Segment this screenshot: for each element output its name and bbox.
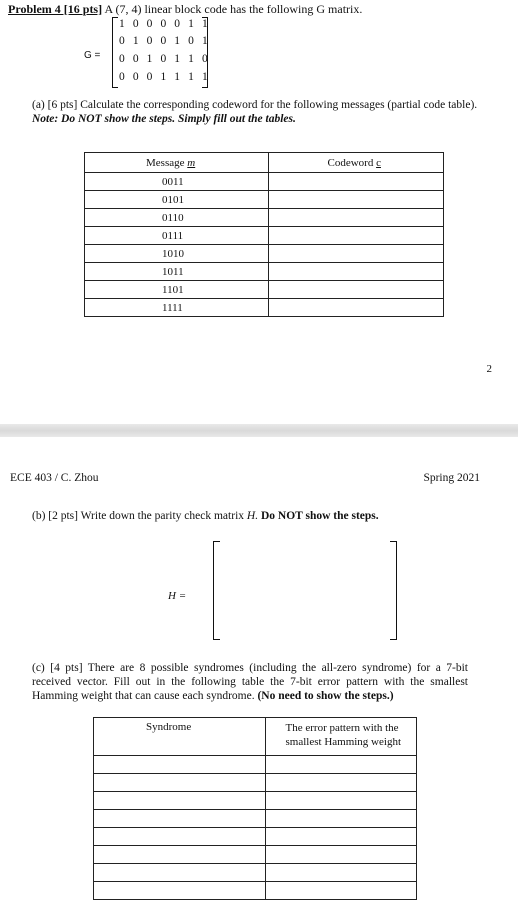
table-row bbox=[85, 299, 444, 317]
part-b-lead: (b) [2 pts] Write down the parity check matrix bbox=[32, 510, 245, 522]
table-row bbox=[85, 263, 444, 281]
codeword-cell[interactable] bbox=[268, 263, 444, 281]
codeword-cell[interactable] bbox=[268, 191, 444, 209]
table-row bbox=[85, 191, 444, 209]
problem-title bbox=[8, 2, 362, 17]
table-row bbox=[85, 245, 444, 263]
problem-label: Problem 4 [16 pts] bbox=[8, 2, 103, 16]
table-row bbox=[85, 281, 444, 299]
message-cell: 1111 bbox=[85, 299, 269, 317]
error-pattern-header: The error pattern with the smallest Hamming weight bbox=[265, 718, 416, 756]
h-matrix-left-bracket bbox=[213, 541, 220, 640]
problem-statement: A (7, 4) linear block code has the following G matrix. bbox=[102, 2, 363, 16]
table-row bbox=[94, 810, 417, 828]
message-cell: 0111 bbox=[85, 227, 269, 245]
h-matrix-right-bracket bbox=[390, 541, 397, 640]
part-c-lead: (c) [4 pts] There are 8 possible syndromes (including the all-zero syndrome) for a 7-bit received vector. Fill out in the following table the 7-bit error pattern with the smallest Hamming weight that can cause each syndrome. bbox=[32, 662, 468, 702]
codeword-cell[interactable] bbox=[268, 173, 444, 191]
message-cell: 1010 bbox=[85, 245, 269, 263]
part-b-var: H. bbox=[246, 510, 259, 522]
part-a-lead: (a) [6 pts] Calculate the corresponding codeword for the following messages (partial code table). bbox=[32, 99, 478, 111]
table-row bbox=[94, 774, 417, 792]
part-b-note: Do NOT show the steps. bbox=[260, 510, 379, 522]
table-row bbox=[94, 882, 417, 900]
codeword-cell[interactable] bbox=[268, 245, 444, 263]
course-header: ECE 403 / C. Zhou bbox=[10, 472, 99, 484]
codeword-cell[interactable] bbox=[268, 227, 444, 245]
syndrome-cell[interactable] bbox=[94, 882, 266, 900]
error-pattern-cell[interactable] bbox=[265, 774, 416, 792]
part-a-instructions bbox=[32, 98, 482, 126]
codeword-table-header bbox=[85, 153, 444, 173]
part-b-instructions bbox=[32, 509, 472, 523]
syndrome-table bbox=[93, 717, 417, 900]
table-row bbox=[85, 227, 444, 245]
part-a-note: Note: Do NOT show the steps. Simply fill out the tables. bbox=[32, 113, 296, 125]
term-header: Spring 2021 bbox=[423, 472, 480, 484]
table-row bbox=[94, 864, 417, 882]
syndrome-cell[interactable] bbox=[94, 828, 266, 846]
table-row bbox=[94, 792, 417, 810]
syndrome-cell[interactable] bbox=[94, 792, 266, 810]
error-pattern-cell[interactable] bbox=[265, 828, 416, 846]
codeword-cell[interactable] bbox=[268, 281, 444, 299]
g-matrix-row: 1 0 0 0 0 1 1 bbox=[119, 18, 211, 30]
message-cell: 0110 bbox=[85, 209, 269, 227]
syndrome-cell[interactable] bbox=[94, 810, 266, 828]
part-c-instructions bbox=[32, 661, 468, 703]
codeword-header: Codeword c bbox=[268, 153, 444, 173]
syndrome-cell[interactable] bbox=[94, 756, 266, 774]
syndrome-header: Syndrome bbox=[94, 718, 266, 756]
table-row bbox=[94, 828, 417, 846]
syndrome-cell[interactable] bbox=[94, 864, 266, 882]
error-pattern-cell[interactable] bbox=[265, 864, 416, 882]
codeword-table bbox=[84, 152, 444, 317]
table-row bbox=[85, 173, 444, 191]
g-matrix-row: 0 0 0 1 1 1 1 bbox=[119, 71, 211, 83]
page-2 bbox=[0, 437, 518, 913]
page-1 bbox=[0, 0, 518, 424]
message-header: Message m bbox=[85, 153, 269, 173]
table-row bbox=[85, 209, 444, 227]
message-cell: 1011 bbox=[85, 263, 269, 281]
page-separator bbox=[0, 424, 518, 437]
error-pattern-cell[interactable] bbox=[265, 882, 416, 900]
error-pattern-cell[interactable] bbox=[265, 846, 416, 864]
error-pattern-cell[interactable] bbox=[265, 810, 416, 828]
g-matrix-row: 0 1 0 0 1 0 1 bbox=[119, 35, 211, 47]
h-matrix-symbol: H = bbox=[168, 590, 187, 602]
syndrome-cell[interactable] bbox=[94, 846, 266, 864]
g-matrix bbox=[112, 17, 211, 88]
table-row bbox=[94, 756, 417, 774]
error-pattern-cell[interactable] bbox=[265, 756, 416, 774]
codeword-cell[interactable] bbox=[268, 299, 444, 317]
g-matrix-row: 0 0 1 0 1 1 0 bbox=[119, 53, 211, 65]
message-cell: 1101 bbox=[85, 281, 269, 299]
part-c-note: (No need to show the steps.) bbox=[257, 690, 394, 702]
g-matrix-symbol: G = bbox=[84, 50, 101, 61]
error-pattern-cell[interactable] bbox=[265, 792, 416, 810]
message-var: m bbox=[187, 156, 196, 169]
codeword-cell[interactable] bbox=[268, 209, 444, 227]
message-cell: 0101 bbox=[85, 191, 269, 209]
table-row bbox=[94, 846, 417, 864]
syndrome-cell[interactable] bbox=[94, 774, 266, 792]
syndrome-table-header bbox=[94, 718, 417, 756]
page-number: 2 bbox=[486, 363, 492, 375]
codeword-var: c bbox=[376, 156, 381, 169]
message-cell: 0011 bbox=[85, 173, 269, 191]
